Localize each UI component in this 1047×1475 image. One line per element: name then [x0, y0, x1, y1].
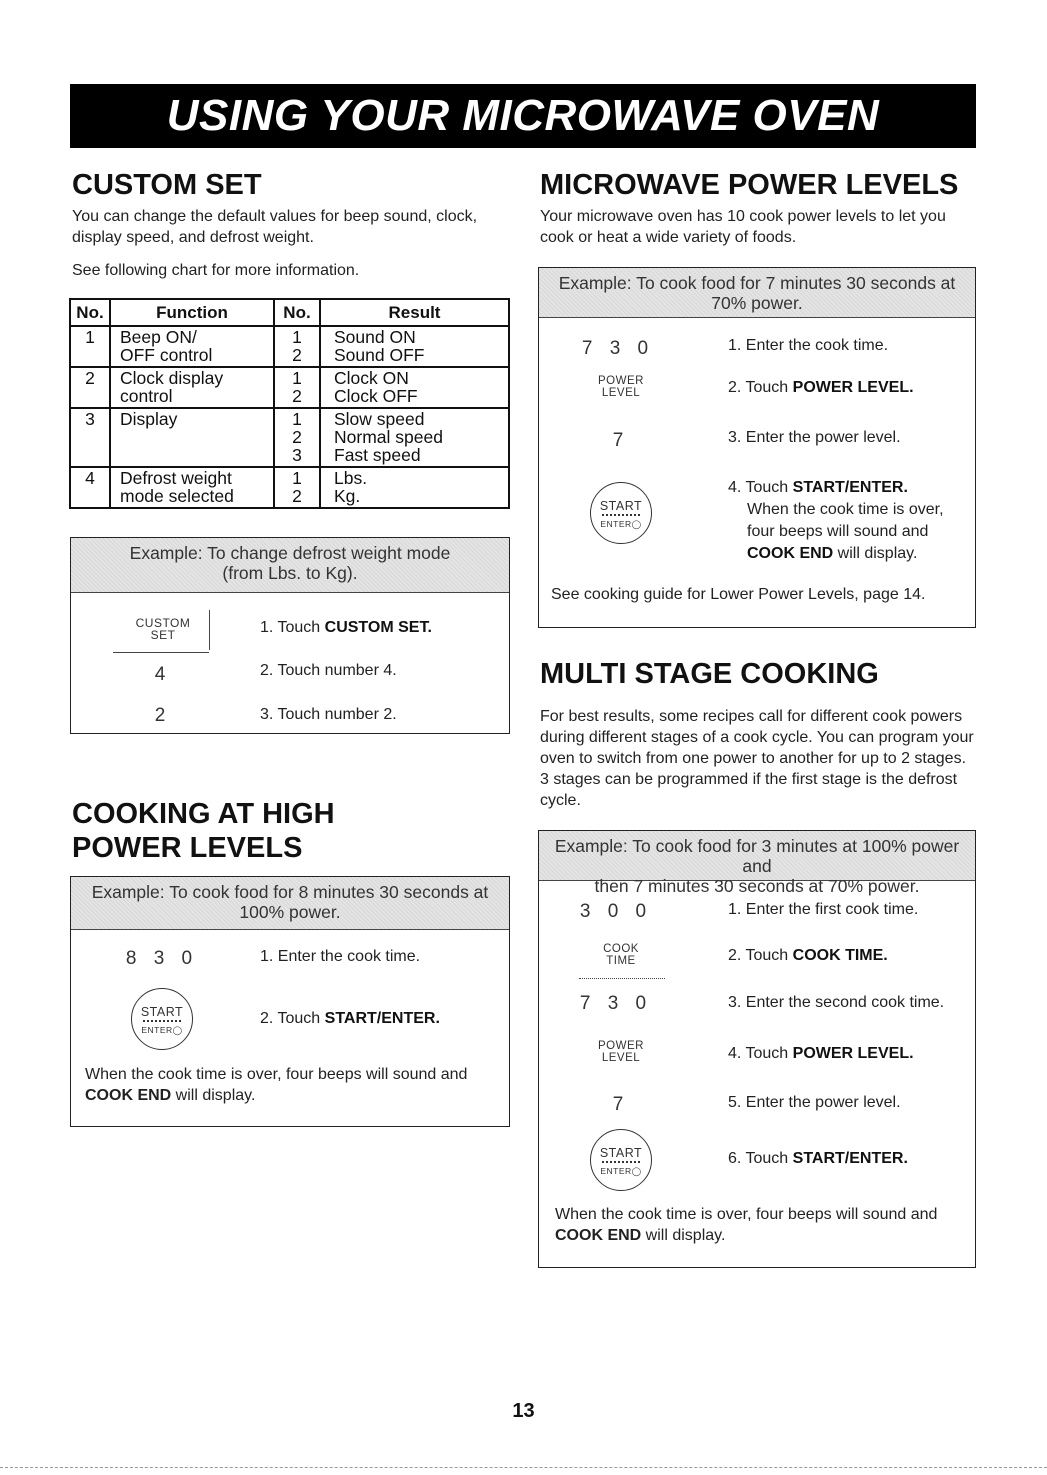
custom-set-table — [69, 298, 510, 509]
high-power-step2: 2. Touch START/ENTER. — [260, 1010, 440, 1027]
start-enter-button-icon: START ENTER◯ — [590, 482, 652, 544]
table-cell-no: 4 — [70, 467, 110, 508]
example-header: Example: To cook food for 7 minutes 30 seconds at 70% power. — [539, 268, 975, 318]
example-header: Example: To cook food for 3 minutes at 100% power and then 7 minutes 30 seconds at 70% power. — [539, 831, 975, 881]
high-power-example-box — [70, 876, 510, 1127]
table-row — [70, 467, 509, 508]
table-header-row — [70, 299, 509, 326]
lock-icon: ◯ — [631, 1166, 642, 1176]
start-enter-sublabel: ENTER◯ — [600, 1166, 642, 1176]
power-level-key-line1: POWER — [598, 1040, 644, 1052]
custom-set-step2: 2. Touch number 4. — [260, 662, 397, 679]
table-header: Result — [320, 299, 509, 326]
start-enter-button-icon: START ENTER◯ — [590, 1129, 652, 1191]
multi-stage-step6: 6. Touch START/ENTER. — [728, 1150, 908, 1167]
start-enter-button-icon: START ENTER◯ — [131, 988, 193, 1050]
table-cell-result: Slow speed Normal speed Fast speed — [320, 408, 509, 467]
power-levels-title: MICROWAVE POWER LEVELS — [540, 169, 959, 201]
table-row — [70, 367, 509, 408]
power-level-key-line2: LEVEL — [601, 1052, 641, 1064]
power-levels-step4: 4. Touch START/ENTER. — [728, 479, 908, 496]
multi-stage-title: MULTI STAGE COOKING — [540, 658, 879, 690]
power-level-key-line2: LEVEL — [601, 387, 641, 399]
key-divider — [113, 652, 209, 653]
page-banner: USING YOUR MICROWAVE OVEN — [70, 84, 976, 148]
custom-set-see-chart: See following chart for more information. — [72, 262, 360, 279]
power-levels-example-box — [538, 267, 976, 628]
table-header: Function — [110, 299, 274, 326]
high-power-digits: 8 3 0 — [125, 948, 199, 969]
footer-rule — [0, 1467, 1047, 1468]
table-cell-result-no: 1 2 — [274, 326, 320, 367]
lock-icon: ◯ — [631, 519, 642, 529]
table-cell-result-no: 1 2 — [274, 467, 320, 508]
custom-set-intro: You can change the default values for beep sound, clock, display speed, and defrost weight. — [72, 208, 478, 246]
custom-set-step3: 3. Touch number 2. — [260, 706, 397, 723]
key-divider — [209, 610, 210, 650]
table-header: No. — [274, 299, 320, 326]
custom-set-key-digit-4: 4 — [154, 664, 172, 685]
multi-stage-step3: 3. Enter the second cook time. — [728, 994, 945, 1011]
custom-set-key-line2: SET — [150, 628, 176, 642]
cook-time-key-line1: COOK — [603, 943, 639, 955]
multi-stage-step1: 1. Enter the first cook time. — [728, 901, 919, 918]
multi-stage-digits2: 7 3 0 — [579, 993, 653, 1014]
table-row — [70, 326, 509, 367]
multi-stage-digits1: 3 0 0 — [579, 901, 653, 922]
power-levels-step4-line3: four beeps will sound and — [747, 523, 929, 540]
custom-set-example-box — [70, 537, 510, 734]
multi-stage-level: 7 — [612, 1094, 630, 1115]
multi-stage-step4: 4. Touch POWER LEVEL. — [728, 1045, 914, 1062]
custom-set-title: CUSTOM SET — [72, 169, 262, 201]
lock-icon: ◯ — [172, 1025, 183, 1035]
table-cell-no: 3 — [70, 408, 110, 467]
table-cell-result-no: 1 2 — [274, 367, 320, 408]
page-number: 13 — [512, 1400, 535, 1422]
cook-time-key-line2: TIME — [606, 955, 636, 967]
high-power-note: When the cook time is over, four beeps will sound and COOK END will display. — [85, 1066, 468, 1104]
power-levels-digits: 7 3 0 — [581, 338, 655, 359]
multi-stage-intro: For best results, some recipes call for different cook powers during different stages of a cook cycle. You can program your oven to switch from one power to another for up to 2 stages. 3 stages can be programmed if the first stage is the defrost cycle. — [540, 708, 974, 809]
custom-set-key-line1: CUSTOM — [135, 616, 191, 630]
start-enter-sublabel: ENTER◯ — [141, 1025, 183, 1035]
power-levels-step2: 2. Touch POWER LEVEL. — [728, 379, 914, 396]
example-header: Example: To change defrost weight mode (from Lbs. to Kg). — [71, 538, 509, 593]
multi-stage-step2: 2. Touch COOK TIME. — [728, 947, 888, 964]
example-header: Example: To cook food for 8 minutes 30 seconds at 100% power. — [71, 877, 509, 930]
power-levels-step1: 1. Enter the cook time. — [728, 337, 889, 354]
table-cell-no: 2 — [70, 367, 110, 408]
table-cell-function: Display — [110, 408, 274, 467]
multi-stage-example-box — [538, 830, 976, 1268]
table-cell-result: Lbs. Kg. — [320, 467, 509, 508]
key-divider — [579, 978, 665, 979]
table-header: No. — [70, 299, 110, 326]
table-cell-function: Beep ON/ OFF control — [110, 326, 274, 367]
table-cell-function: Defrost weight mode selected — [110, 467, 274, 508]
power-levels-step3: 3. Enter the power level. — [728, 429, 901, 446]
multi-stage-note: When the cook time is over, four beeps will sound and COOK END will display. — [555, 1206, 938, 1244]
power-level-key-line1: POWER — [598, 375, 644, 387]
power-levels-footer: See cooking guide for Lower Power Levels, page 14. — [551, 586, 926, 603]
table-row — [70, 408, 509, 467]
table-cell-result-no: 1 2 3 — [274, 408, 320, 467]
power-levels-intro: Your microwave oven has 10 cook power levels to let you cook or heat a wide variety of foods. — [540, 208, 946, 246]
custom-set-step1: 1. Touch CUSTOM SET. — [260, 619, 432, 636]
power-levels-level: 7 — [612, 430, 630, 451]
table-cell-result: Clock ON Clock OFF — [320, 367, 509, 408]
high-power-title-line1: COOKING AT HIGH — [72, 798, 335, 830]
power-levels-step4-line4: COOK END will display. — [747, 545, 918, 562]
table-cell-no: 1 — [70, 326, 110, 367]
high-power-step1: 1. Enter the cook time. — [260, 948, 421, 965]
multi-stage-step5: 5. Enter the power level. — [728, 1094, 901, 1111]
table-cell-result: Sound ON Sound OFF — [320, 326, 509, 367]
start-enter-sublabel: ENTER◯ — [600, 519, 642, 529]
custom-set-key-digit-2: 2 — [154, 705, 172, 726]
high-power-title-line2: POWER LEVELS — [72, 832, 303, 864]
table-cell-function: Clock display control — [110, 367, 274, 408]
power-levels-step4-line2: When the cook time is over, — [747, 501, 944, 518]
